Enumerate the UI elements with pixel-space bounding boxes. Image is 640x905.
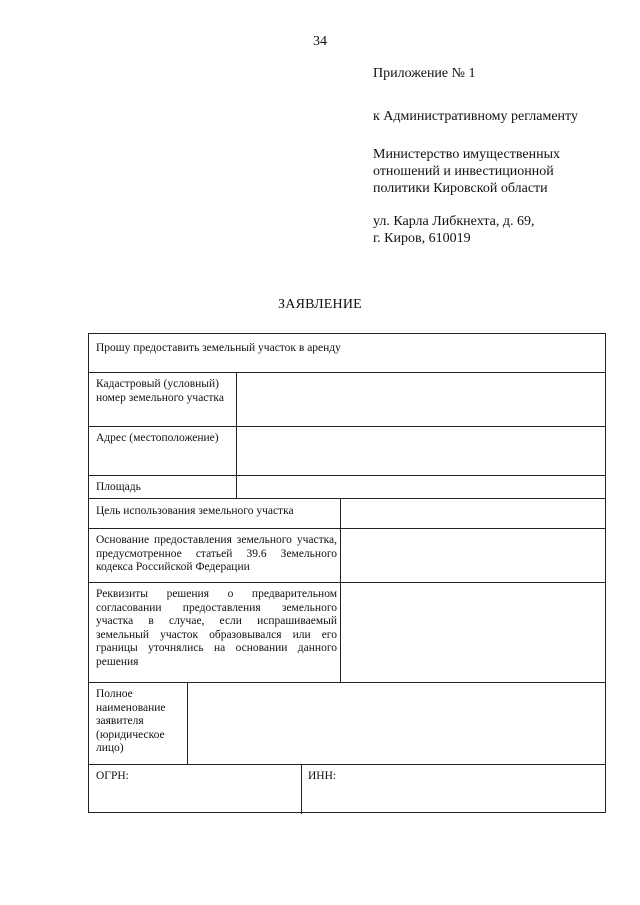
basis-label: Основание предоставления земельного участка, предусмотренное статьей 39.6 Земельного кодекса Российской Федерации: [96, 534, 337, 573]
address-field[interactable]: [237, 427, 606, 475]
area-label: Площадь: [96, 481, 141, 493]
inn-label: ИНН:: [308, 770, 337, 782]
appendix-label: Приложение № 1: [373, 66, 476, 81]
document-title: ЗАЯВЛЕНИЕ: [278, 297, 362, 312]
cadastral-number-label: Кадастровый (условный) номер земельного участка: [96, 378, 224, 404]
column-divider: [301, 764, 302, 814]
address-line: г. Киров, 610019: [373, 231, 471, 246]
purpose-label: Цель использования земельного участка: [96, 505, 294, 517]
decision-details-label: Реквизиты решения о предварительном согласовании предоставления земельного участка в случае, если испрашиваемый земельный участок образовывался или его границы уточнялись на основании данного решения: [96, 588, 337, 668]
ministry-line: отношений и инвестиционной: [373, 164, 554, 179]
application-form-table: [88, 333, 606, 813]
ogrn-label: ОГРН:: [96, 770, 129, 782]
address-label: Адрес (местоположение): [96, 432, 219, 444]
address-line: ул. Карла Либкнехта, д. 69,: [373, 214, 535, 229]
basis-field[interactable]: [341, 529, 606, 582]
area-field[interactable]: [237, 476, 606, 498]
applicant-name-field[interactable]: [188, 683, 606, 764]
page-number: 34: [313, 34, 327, 49]
ministry-address: [373, 213, 534, 247]
ministry-block: [373, 146, 560, 197]
request-text: Прошу предоставить земельный участок в аренду: [96, 342, 341, 354]
regulation-label: к Административному регламенту: [373, 109, 578, 124]
applicant-name-label: Полное наименование заявителя (юридическое лицо): [96, 688, 166, 754]
purpose-field[interactable]: [341, 499, 606, 528]
ministry-line: Министерство имущественных: [373, 147, 560, 162]
cadastral-number-field[interactable]: [237, 373, 606, 426]
row-divider: [89, 764, 605, 765]
decision-details-field[interactable]: [341, 583, 606, 682]
ministry-line: политики Кировской области: [373, 181, 548, 196]
